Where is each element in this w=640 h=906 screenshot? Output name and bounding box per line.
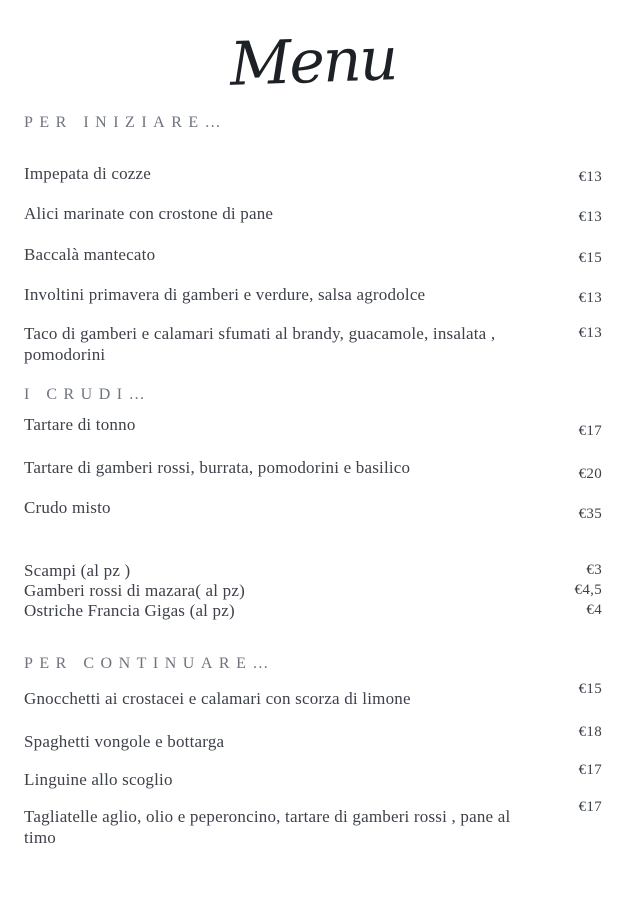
item-name: Scampi (al pz ) [24,561,131,580]
menu-item-row [24,284,602,309]
item-price: €15 [578,681,602,697]
menu-item-row [24,203,602,228]
menu-item-row [24,681,602,709]
item-name: Ostriche Francia Gigas (al pz) [24,601,235,620]
item-name: Taco di gamberi e calamari sfumati al brandy, guacamole, insalata , pomodorini [24,324,496,364]
item-price: €35 [578,506,602,522]
menu-item-row [24,457,602,485]
item-name: Crudo misto [24,498,111,517]
item-name: Gamberi rossi di mazara( al pz) [24,581,245,600]
item-price: €4,5 [574,582,602,598]
menu-item-row [24,724,602,752]
item-price: €17 [578,762,602,778]
menu-item-row [24,163,602,188]
item-price: €13 [578,169,602,185]
menu-item-row [24,580,602,601]
item-name: Tagliatelle aglio, olio e peperoncino, tartare di gamberi rossi , pane al timo [24,807,511,847]
item-name: Linguine allo scoglio [24,770,173,789]
item-price: €18 [578,724,602,740]
item-name: Involtini primavera di gamberi e verdure, salsa agrodolce [24,285,426,304]
menu-item-row [24,497,602,525]
item-name: Alici marinate con crostone di pane [24,204,274,223]
item-name: Impepata di cozze [24,164,152,183]
item-name: Spaghetti vongole e bottarga [24,732,225,751]
item-name: Baccalà mantecato [24,245,156,264]
item-price: €13 [578,290,602,306]
item-name: Tartare di tonno [24,415,136,434]
item-price: €3 [586,562,602,578]
menu-item-row [24,414,602,442]
menu-item-row [24,323,602,365]
item-price: €20 [578,466,602,482]
menu-item-row [24,560,602,581]
item-price: €17 [578,423,602,439]
item-price: €4 [586,602,602,618]
menu-item-row [24,244,602,269]
item-price: €13 [578,209,602,225]
section-header-i-crudi: I CRUDI… [24,386,152,403]
item-price: €17 [578,799,602,815]
menu-item-row [24,600,602,621]
section-header-per-iniziare: PER INIZIARE… [24,114,228,131]
item-name: Gnocchetti ai crostacei e calamari con scorza di limone [24,689,411,708]
item-price: €13 [578,325,602,341]
section-header-per-continuare: PER CONTINUARE… [24,655,275,672]
item-price: €15 [578,250,602,266]
menu-title: Menu [228,24,398,100]
item-name: Tartare di gamberi rossi, burrata, pomodorini e basilico [24,458,411,477]
menu-item-row [24,762,602,790]
menu-item-row [24,799,602,848]
